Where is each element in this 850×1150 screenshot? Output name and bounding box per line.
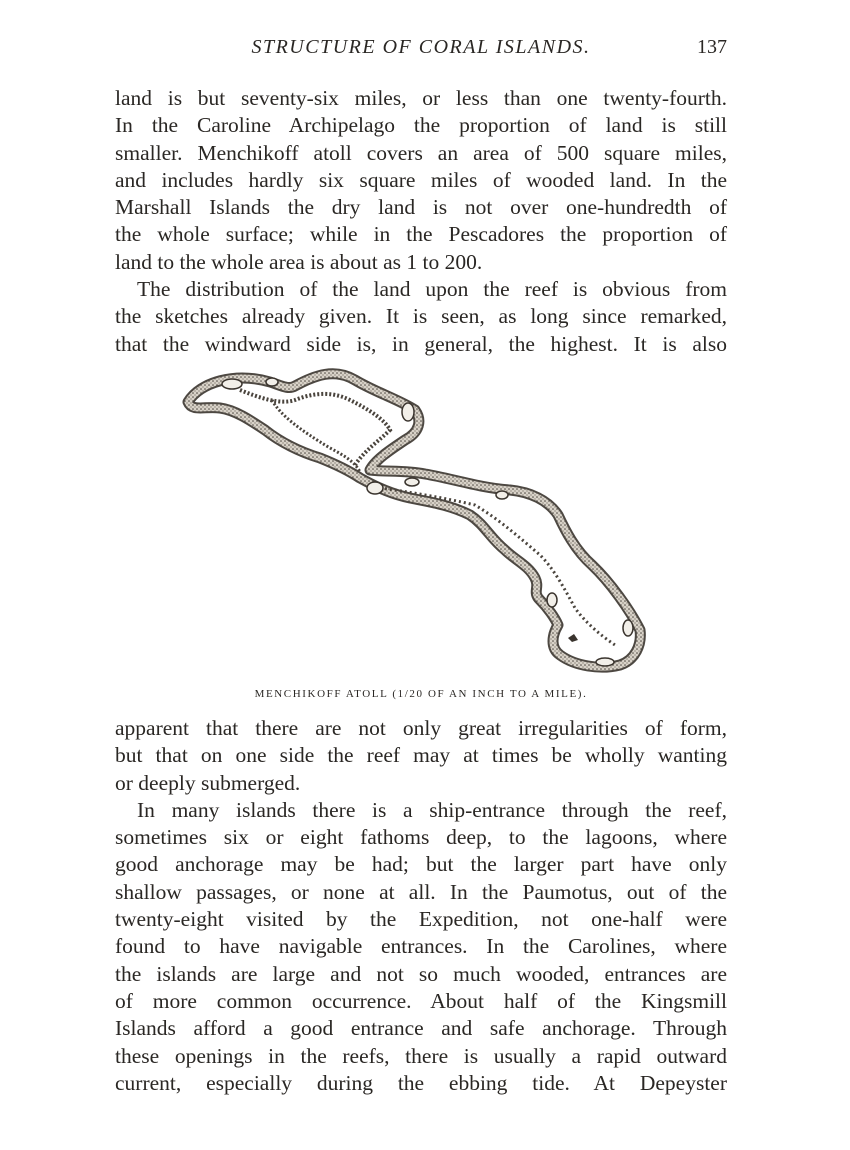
text-line: The distribution of the land upon the reef is obvious from [137,277,727,302]
text-line: twenty-eight visited by the Expedition, not one-half were [115,907,727,932]
text-line: sometimes six or eight fathoms deep, to the lagoons, where [115,825,727,850]
text-line: but that on one side the reef may at times be wholly wanting [115,743,727,768]
text-line: smaller. Menchikoff atoll covers an area of 500 square miles, [115,140,727,165]
text-line: the islands are large and not so much wooded, entrances are [115,961,727,986]
text-line: the sketches already given. It is seen, as long since remarked, [115,304,727,329]
text-line: found to have navigable entrances. In the Carolines, where [115,934,727,959]
text-line: current, especially during the ebbing tide. At Depeyster [115,1070,727,1095]
text-line: land is but seventy-six miles, or less than one twenty-fourth. [115,86,727,110]
text-line: the whole surface; while in the Pescadores the proportion of [115,222,727,247]
text-line: In many islands there is a ship-entrance through the reef, [137,797,727,822]
text-line: Islands afford a good entrance and safe anchorage. Through [115,1016,727,1041]
text-line: good anchorage may be had; but the larger part have only [115,852,727,877]
running-title: STRUCTURE OF CORAL ISLANDS. [251,36,591,58]
text-line: In the Caroline Archipelago the proportion of land is still [115,113,727,138]
text-line: shallow passages, or none at all. In the Paumotus, out of the [115,879,727,904]
page-header [115,36,727,66]
paragraph-block-top [115,85,727,358]
text-line: these openings in the reefs, there is usually a rapid outward [115,1043,727,1068]
text-line: land to the whole area is about as 1 to 200. [115,249,483,274]
page-number: 137 [697,36,727,58]
figure-caption: MENCHIKOFF ATOLL (1/20 OF AN INCH TO A MILE). [254,688,588,700]
menchikoff-atoll-map [180,360,650,680]
text-line: Marshall Islands the dry land is not over one-hundredth of [115,195,727,220]
text-line: of more common occurrence. About half of the Kingsmill [115,988,727,1013]
text-line: or deeply submerged. [115,770,301,795]
reef-outline [188,374,640,667]
text-line: that the windward side is, in general, the highest. It is also [115,331,727,356]
text-line: apparent that there are not only great irregularities of form, [115,716,727,740]
atoll-illustration [180,360,650,680]
text-line: and includes hardly six square miles of wooded land. In the [115,167,727,192]
paragraph-block-bottom [115,715,727,1097]
